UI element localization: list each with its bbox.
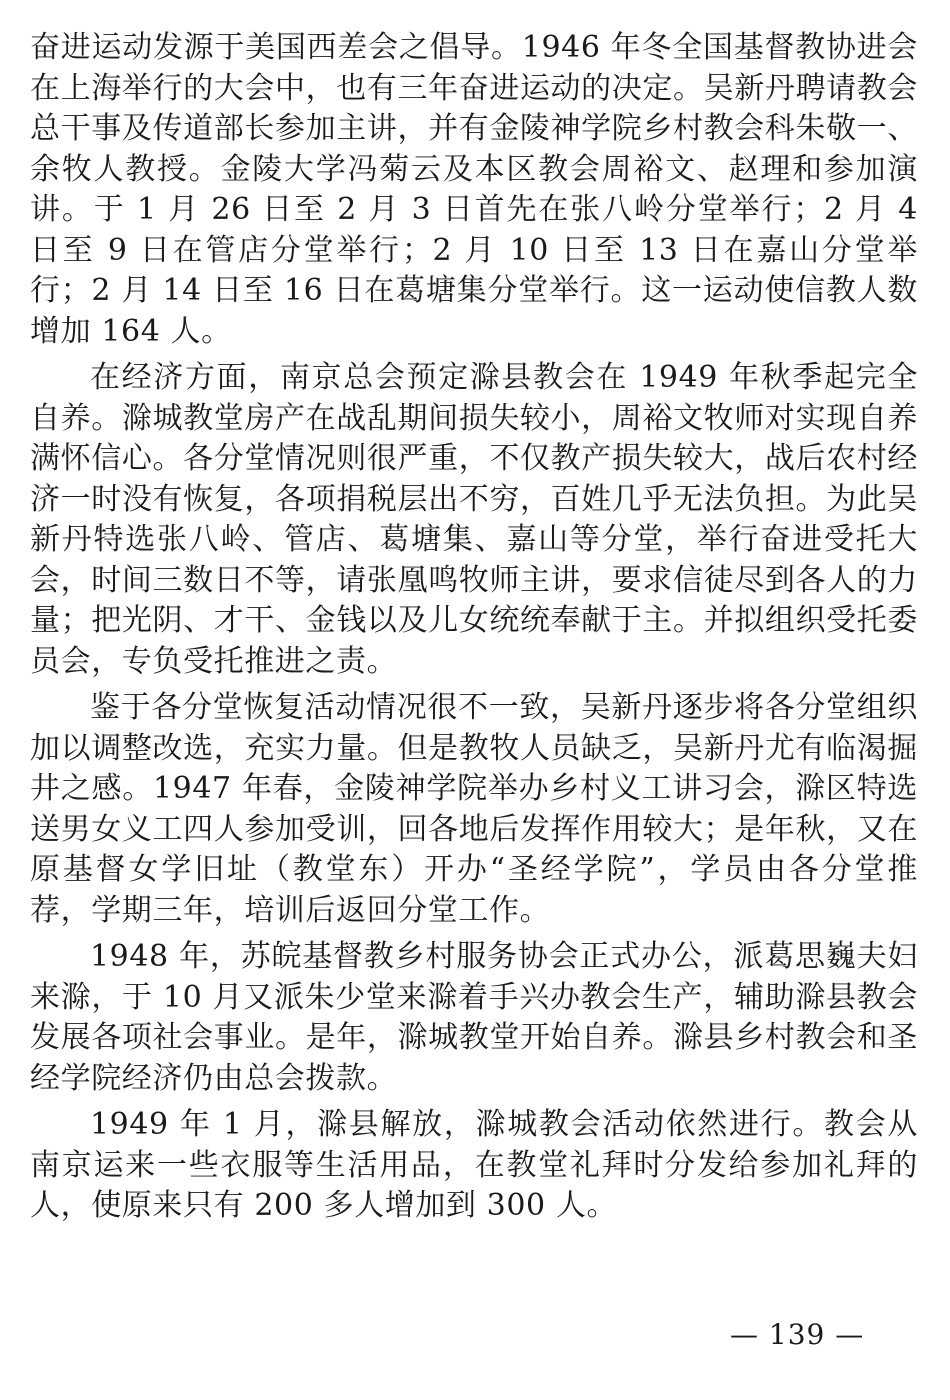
paragraph-1: 奋进运动发源于美国西差会之倡导。1946 年冬全国基督教协进会在上海举行的大会中，也有三年奋进运动的决定。吴新丹聘请教会总干事及传道部长参加主讲，并有金陵神学院乡村教会科朱敬一、余牧人教授。金陵大学冯菊云及本区教会周裕文、赵理和参加演讲。于 1 月 26 日至 2 月 3 日首先在张八岭分堂举行；2 月 4 日至 9 日在管店分堂举行；2 月 10 日至 13 日在嘉山分堂举行；2 月 14 日至 16 日在葛塘集分堂举行。这一运动使信教人数增加 164 人。 <box>30 30 918 349</box>
paragraph-3: 鉴于各分堂恢复活动情况很不一致，吴新丹逐步将各分堂组织加以调整改选，充实力量。但是教牧人员缺乏，吴新丹尤有临渴掘井之感。1947 年春，金陵神学院举办乡村义工讲习会，滁区特选送男女义工四人参加受训，回各地后发挥作用较大；是年秋，又在原基督女学旧址（教堂东）开办“圣经学院”，学员由各分堂推荐，学期三年，培训后返回分堂工作。 <box>30 690 918 928</box>
paragraph-4: 1948 年，苏皖基督教乡村服务协会正式办公，派葛思巍夫妇来滁，于 10 月又派朱少堂来滁着手兴办教会生产，辅助滁县教会发展各项社会事业。是年，滁城教堂开始自养。滁县乡村教会和圣经学院经济仍由总会拨款。 <box>30 939 918 1096</box>
page-body <box>30 28 918 1227</box>
page-number: — 139 — <box>730 1318 865 1351</box>
paragraph-5: 1949 年 1 月，滁县解放，滁城教会活动依然进行。教会从南京运来一些衣服等生活用品，在教堂礼拜时分发给参加礼拜的人，使原来只有 200 多人增加到 300 人。 <box>30 1107 918 1223</box>
paragraph-2: 在经济方面，南京总会预定滁县教会在 1949 年秋季起完全自养。滁城教堂房产在战乱期间损失较小，周裕文牧师对实现自养满怀信心。各分堂情况则很严重，不仅教产损失较大，战后农村经济一时没有恢复，各项捐税层出不穷，百姓几乎无法负担。为此吴新丹特选张八岭、管店、葛塘集、嘉山等分堂，举行奋进受托大会，时间三数日不等，请张凰鸣牧师主讲，要求信徒尽到各人的力量；把光阴、才干、金钱以及儿女统统奉献于主。并拟组织受托委员会，专负受托推进之责。 <box>30 360 918 679</box>
